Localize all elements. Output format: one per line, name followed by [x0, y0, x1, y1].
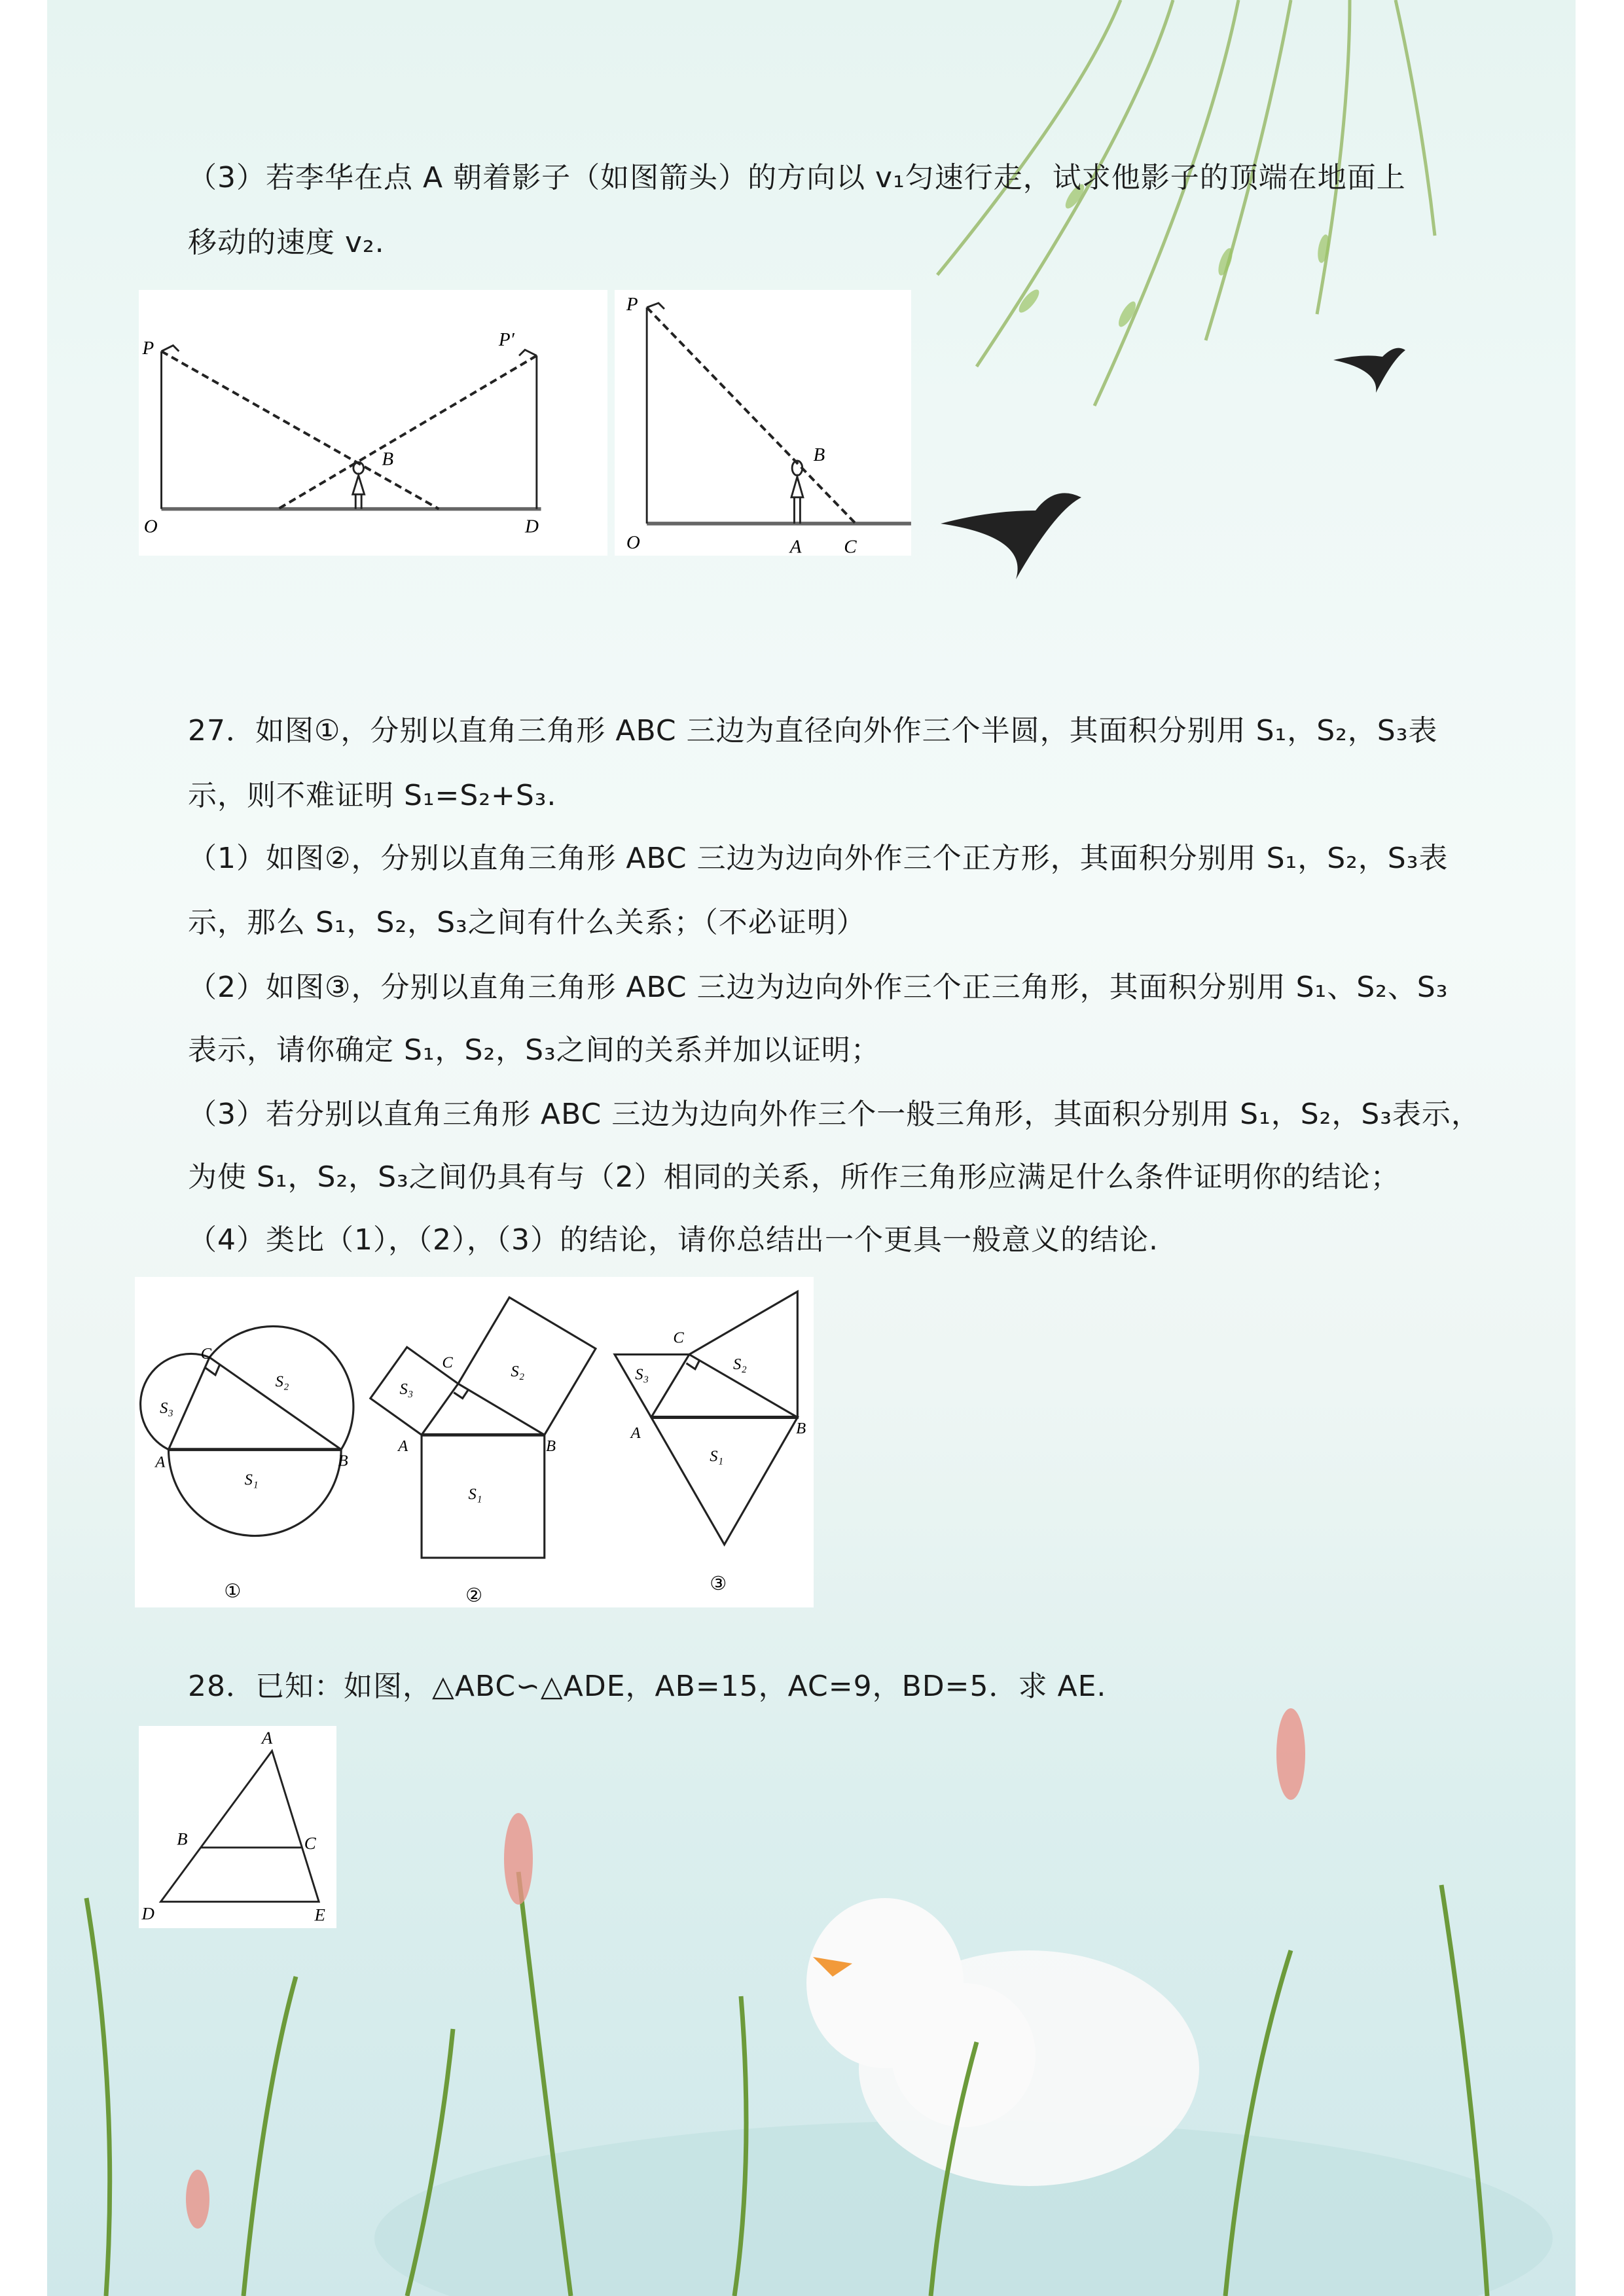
- label-S2: S₂: [511, 1362, 525, 1380]
- caption-fig-1: ①: [224, 1581, 242, 1602]
- q26-text-line: （3）若李华在点 A 朝着影子（如图箭头）的方向以 v₁匀速行走，试求他影子的顶端在地面上: [188, 161, 1406, 194]
- label-C: C: [442, 1354, 453, 1372]
- label-B: B: [338, 1452, 348, 1470]
- label-A: A: [789, 536, 802, 556]
- semicircle-figure: [141, 1326, 353, 1535]
- label-S3: S₃: [160, 1399, 173, 1417]
- swallow-icon: [937, 484, 1088, 583]
- light-ray: [162, 351, 439, 509]
- shadow-figure-2: [615, 290, 911, 556]
- shadow-diagram-one-lamp: [615, 290, 911, 556]
- label-A: A: [398, 1437, 408, 1455]
- label-C: C: [673, 1329, 684, 1347]
- q27-text-line: （1）如图②，分别以直角三角形 ABC 三边为边向外作三个正方形，其面积分别用 S₁，S₂，S₃表: [188, 842, 1449, 875]
- label-A: A: [630, 1424, 641, 1442]
- q27-text-line: （4）类比（1），（2），（3）的结论，请你总结出一个更具一般意义的结论.: [188, 1223, 1159, 1257]
- lamp-icon: [162, 346, 179, 351]
- light-ray: [278, 355, 537, 509]
- similar-triangles-figure: [139, 1726, 336, 1928]
- lamp-icon: [519, 350, 537, 355]
- label-B: B: [545, 1437, 556, 1455]
- label-D: D: [141, 1903, 154, 1924]
- pythagoras-figures: [135, 1277, 814, 1607]
- label-P: P: [142, 338, 154, 359]
- q27-text-line: 表示，请你确定 S₁，S₂，S₃之间的关系并加以证明；: [188, 1033, 880, 1067]
- swallow-icon: [1330, 340, 1409, 399]
- label-B: B: [382, 448, 394, 470]
- label-S3: S₃: [635, 1365, 649, 1384]
- label-S1: S₁: [468, 1485, 482, 1503]
- label-B: B: [813, 444, 825, 465]
- label-S1: S₁: [710, 1447, 724, 1465]
- label-P-prime: P′: [498, 329, 514, 350]
- label-S3: S₃: [399, 1380, 414, 1398]
- caption-fig-3: ③: [710, 1573, 727, 1595]
- q27-text-line: （2）如图③，分别以直角三角形 ABC 三边为边向外作三个正三角形，其面积分别用 S₁、S₂、S₃: [188, 971, 1449, 1004]
- q27-text-line: 示，则不难证明 S₁=S₂+S₃.: [188, 779, 557, 812]
- light-ray: [647, 308, 856, 524]
- label-O: O: [626, 531, 640, 553]
- caption-fig-2: ②: [465, 1585, 483, 1607]
- q28-text-line: 28．已知：如图，△ABC∽△ADE，AB=15，AC=9，BD=5．求 AE.: [188, 1670, 1107, 1703]
- label-O: O: [143, 516, 158, 537]
- label-S2: S₂: [275, 1372, 289, 1391]
- similar-triangles-diagram: [139, 1726, 336, 1928]
- label-A: A: [155, 1453, 166, 1471]
- label-E: E: [314, 1905, 325, 1925]
- willow-decoration: [898, 0, 1553, 419]
- label-B: B: [796, 1420, 806, 1438]
- label-A: A: [261, 1727, 273, 1748]
- worksheet-page: [47, 0, 1576, 2296]
- q26-text-line: 移动的速度 v₂.: [188, 226, 385, 259]
- label-P: P: [626, 294, 638, 315]
- q27-text-line: 为使 S₁，S₂，S₃之间仍具有与（2）相同的关系，所作三角形应满足什么条件证明你的结论；: [188, 1160, 1400, 1194]
- lamp-icon: [647, 303, 664, 309]
- q27-text-line: 示，那么 S₁，S₂，S₃之间有什么关系；（不必证明）: [188, 906, 866, 939]
- label-D: D: [524, 516, 539, 537]
- squares-figure: [370, 1297, 596, 1558]
- person-icon: [791, 461, 803, 524]
- label-C: C: [200, 1345, 212, 1363]
- label-S1: S₁: [244, 1471, 259, 1489]
- shadow-diagram-two-lamps: [139, 290, 607, 556]
- label-S2: S₂: [733, 1355, 747, 1373]
- q27-text-line: 27．如图①，分别以直角三角形 ABC 三边为直径向外作三个半圆，其面积分别用 S₁，S₂，S₃表: [188, 714, 1438, 747]
- label-B: B: [177, 1829, 188, 1849]
- triangle-ADE: [161, 1751, 319, 1901]
- label-C: C: [844, 536, 857, 556]
- equilateral-triangles-figure: [615, 1291, 797, 1545]
- q27-text-line: （3）若分别以直角三角形 ABC 三边为边向外作三个一般三角形，其面积分别用 S₁，S₂，S₃表示，: [188, 1098, 1481, 1131]
- person-icon: [353, 462, 365, 509]
- pythagoras-diagram: [135, 1277, 814, 1607]
- shadow-figure-1: [139, 290, 607, 556]
- label-C: C: [304, 1833, 316, 1854]
